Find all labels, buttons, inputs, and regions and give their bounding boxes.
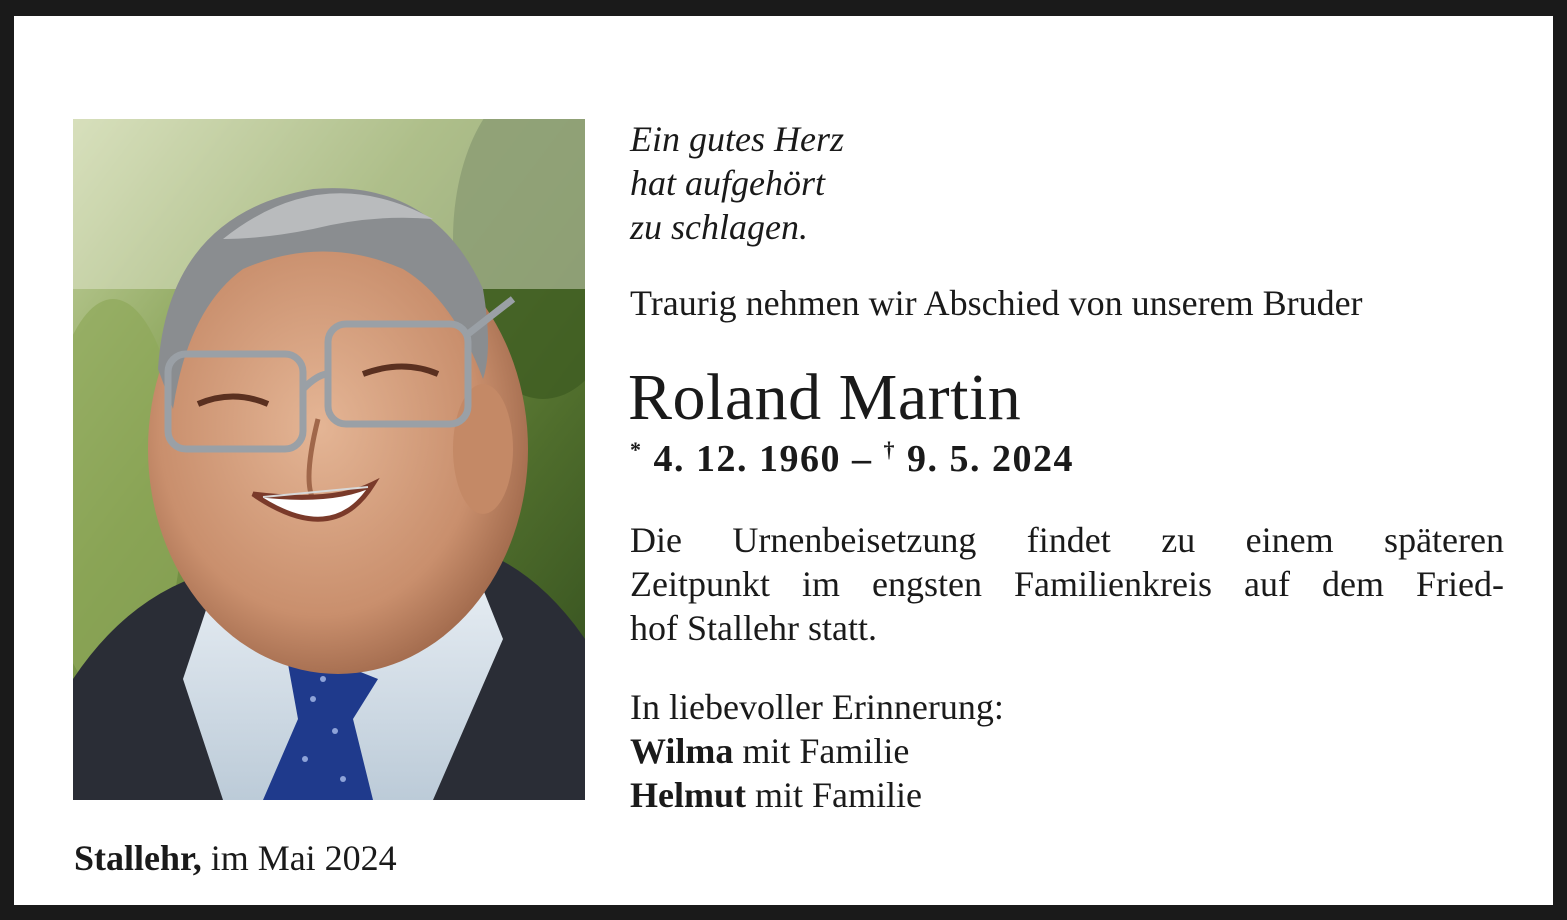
date-separator: –: [841, 438, 884, 480]
life-dates: [630, 436, 1074, 482]
mourner-name: Wilma: [630, 731, 734, 771]
mourner-suffix: mit Familie: [733, 731, 910, 771]
quote-line: Ein gutes Herz: [630, 119, 844, 159]
death-date: 9. 5. 2024: [907, 438, 1074, 480]
portrait-photo-icon: [73, 119, 585, 800]
quote-line: zu schlagen.: [630, 207, 808, 247]
burial-line: Zeitpunkt im engsten Familienkreis auf dem Fried-: [630, 564, 1504, 604]
deceased-name: Roland Martin: [628, 361, 1022, 434]
quote-line: hat aufgehört: [630, 163, 825, 203]
burial-notice: [630, 518, 1504, 650]
intro-text: Traurig nehmen wir Abschied von unserem Bruder: [630, 283, 1363, 323]
place-date: im Mai 2024: [201, 838, 397, 878]
birth-symbol: *: [630, 437, 643, 462]
place-and-date: [74, 836, 397, 880]
death-symbol: †: [883, 437, 896, 462]
mourners-block: [630, 685, 1004, 817]
mourner-line: [630, 729, 1004, 773]
burial-line: Die Urnenbeisetzung findet zu einem späteren: [630, 520, 1504, 560]
portrait-illustration: [73, 119, 585, 800]
memorial-quote: [630, 117, 844, 249]
mourner-name: Helmut: [630, 775, 746, 815]
burial-line: hof Stallehr statt.: [630, 608, 877, 648]
place-town: Stallehr,: [74, 838, 202, 878]
memory-heading: In liebevoller Erinnerung:: [630, 687, 1004, 727]
birth-date: 4. 12. 1960: [653, 438, 841, 480]
mourner-suffix: mit Familie: [745, 775, 922, 815]
mourner-line: [630, 773, 1004, 817]
